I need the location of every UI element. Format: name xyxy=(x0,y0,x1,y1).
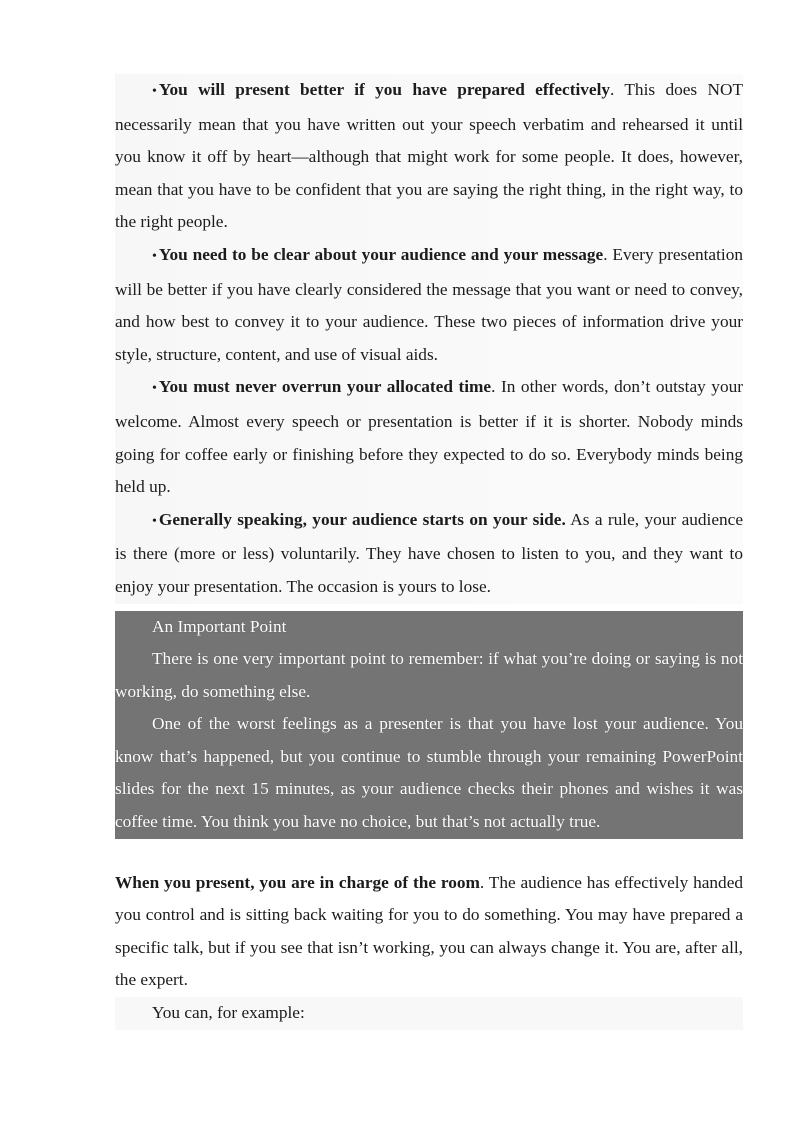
bullet-text: . In other words, don’t outstay your welcome. Almost every speech or presentation is better if it is shorter. Nobody minds going for coffee early or finishing before they expected to do so. Everybody minds being held up. xyxy=(115,377,743,497)
spacer xyxy=(115,839,743,867)
bullet-text: . Every presentation will be better if you have clearly considered the message that you want or need to convey, and how best to convey it to your audience. These two pieces of information drive your style, structure, content, and use of visual aids. xyxy=(115,244,743,364)
callout-paragraph: There is one very important point to remember: if what you’re doing or saying is not working, do something else. xyxy=(115,649,743,701)
control-text: . The audience has effectively handed you control and is sitting back waiting for you to do something. You may have prepared a specific talk, but if you see that isn’t working, you can always change it. You are, after all, the expert. xyxy=(115,872,744,990)
important-point-callout xyxy=(115,611,743,839)
bullet-audience-message xyxy=(115,239,743,371)
control-bold: When you present, you are in charge of the room xyxy=(115,872,480,892)
bullet-dot: • xyxy=(152,248,157,264)
bullet-audience-side xyxy=(115,504,743,604)
bullet-time xyxy=(115,371,743,503)
bullet-bold: Generally speaking, your audience starts on your side. xyxy=(158,509,566,529)
document-page xyxy=(115,74,743,1030)
control-paragraph xyxy=(115,867,743,997)
bullet-text: . This does NOT necessarily mean that you have written out your speech verbatim and rehearsed it until you know it off by heart—although that might work for some people. It does, however, mean that you have to be confident that you are saying the right thing, in the right way, to the right people. xyxy=(115,80,743,232)
bullet-dot: • xyxy=(152,381,157,397)
bullet-prepared xyxy=(115,74,743,239)
bullet-dot: • xyxy=(152,513,157,529)
bullet-dot: • xyxy=(152,84,157,99)
bullet-bold: You must never overrun your allocated time xyxy=(158,377,492,397)
bullet-bold: You will present better if you have prepared effectively xyxy=(158,80,611,99)
callout-title: An Important Point xyxy=(152,616,287,636)
callout-paragraph: One of the worst feelings as a presenter is that you have lost your audience. You know that’s happened, but you continue to stumble through your remaining PowerPoint slides for the next 15 minutes, as your audience checks their phones and wishes it was coffee time. You think you have no choice, but that’s not actually true. xyxy=(115,714,743,832)
bullet-bold: You need to be clear about your audience and your message xyxy=(158,244,604,264)
example-lead: You can, for example: xyxy=(115,997,743,1030)
bullet-text: As a rule, your audience is there (more or less) voluntarily. They have chosen to listen to you, and they want to enjoy your presentation. The occasion is yours to lose. xyxy=(115,509,743,596)
